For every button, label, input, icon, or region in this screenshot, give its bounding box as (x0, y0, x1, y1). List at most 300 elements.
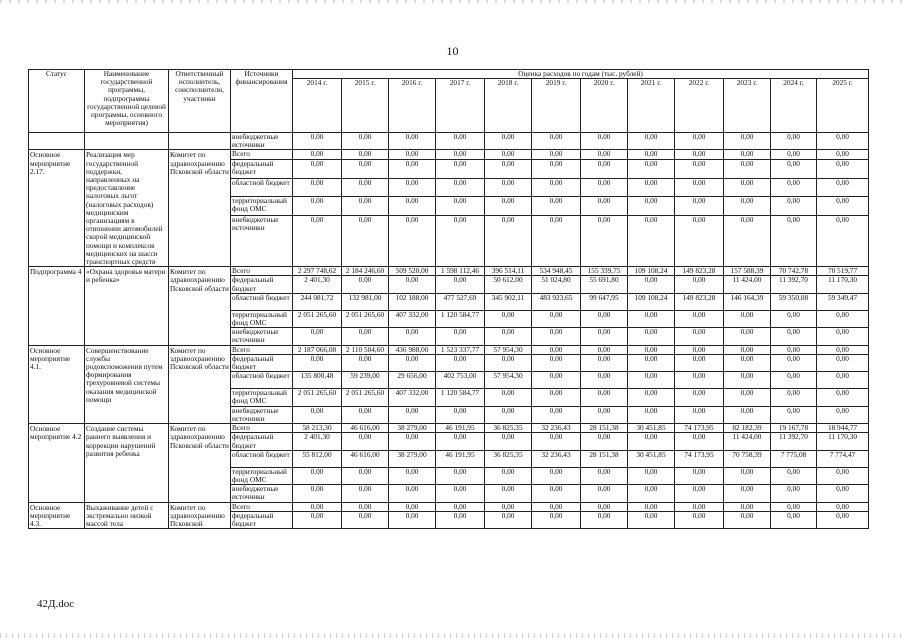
value-cell: 1 120 584,77 (436, 310, 485, 327)
value-cell: 0,00 (771, 485, 817, 502)
header-year: 2016 г. (389, 79, 436, 133)
value-cell: 0,00 (532, 511, 581, 528)
value-cell: 0,00 (485, 197, 532, 216)
value-cell: 11 424,00 (724, 276, 771, 293)
value-cell: 0,00 (628, 150, 675, 160)
value-cell: 0,00 (436, 215, 485, 266)
value-cell: 0,00 (532, 133, 581, 150)
value-cell: 0,00 (532, 215, 581, 266)
value-cell: 2 051 265,60 (342, 389, 389, 406)
status-cell: Подпрограмма 4 (29, 267, 85, 345)
value-cell: 436 988,00 (389, 345, 436, 354)
header-executor: Ответственный исполнитель, соисполнители, участники (169, 70, 231, 133)
value-cell: 30 451,85 (628, 424, 675, 433)
value-cell: 0,00 (389, 160, 436, 179)
value-cell: 0,00 (817, 389, 869, 406)
value-cell: 0,00 (532, 197, 581, 216)
value-cell: 70 519,77 (817, 267, 869, 276)
value-cell: 0,00 (724, 467, 771, 484)
value-cell: 0,00 (436, 406, 485, 423)
source-cell: внебюджетные источники (231, 485, 293, 502)
value-cell: 11 424,00 (724, 433, 771, 450)
value-cell: 74 173,95 (675, 424, 724, 433)
source-cell: внебюджетные источники (231, 215, 293, 266)
value-cell: 38 279,00 (389, 424, 436, 433)
value-cell: 0,00 (389, 433, 436, 450)
value-cell: 0,00 (485, 433, 532, 450)
value-cell: 32 236,43 (532, 450, 581, 467)
value-cell: 0,00 (675, 433, 724, 450)
value-cell: 2 110 504,60 (342, 345, 389, 354)
value-cell: 0,00 (342, 150, 389, 160)
source-cell: территориальный фонд ОМС (231, 467, 293, 484)
value-cell: 0,00 (581, 389, 628, 406)
value-cell: 0,00 (485, 485, 532, 502)
value-cell: 0,00 (532, 467, 581, 484)
value-cell: 0,00 (628, 354, 675, 371)
source-cell: областной бюджет (231, 372, 293, 389)
value-cell: 149 823,28 (675, 267, 724, 276)
name-cell: Создание системы раннего выявления и коррекции нарушений развития ребенка (85, 424, 169, 502)
value-cell: 0,00 (675, 502, 724, 511)
value-cell: 0,00 (771, 178, 817, 196)
value-cell: 0,00 (628, 328, 675, 345)
value-cell: 0,00 (342, 467, 389, 484)
value-cell: 0,00 (771, 354, 817, 371)
value-cell: 0,00 (817, 502, 869, 511)
value-cell: 0,00 (293, 502, 342, 511)
source-cell: территориальный фонд ОМС (231, 197, 293, 216)
value-cell: 0,00 (771, 328, 817, 345)
value-cell: 0,00 (532, 406, 581, 423)
value-cell: 0,00 (724, 354, 771, 371)
executor-cell: Комитет по здравоохранению Псковской области (169, 267, 231, 345)
value-cell: 0,00 (724, 133, 771, 150)
value-cell: 0,00 (581, 328, 628, 345)
table-row (29, 267, 869, 276)
name-cell: Реализация мер государственной поддержки, направленных на предоставление налоговых льгот (налоговых расходов) медицинским организациям в отношении автомобилей скорой медицинской помощи и комплексов медицинских на шасси транспортных средств (85, 150, 169, 267)
value-cell: 483 923,65 (532, 293, 581, 310)
value-cell: 0,00 (389, 178, 436, 196)
value-cell: 0,00 (817, 160, 869, 179)
value-cell: 36 825,35 (485, 424, 532, 433)
value-cell: 0,00 (581, 502, 628, 511)
value-cell: 1 120 584,77 (436, 389, 485, 406)
value-cell: 0,00 (675, 133, 724, 150)
value-cell: 0,00 (485, 502, 532, 511)
value-cell: 0,00 (817, 197, 869, 216)
value-cell: 0,00 (436, 485, 485, 502)
value-cell: 0,00 (532, 433, 581, 450)
value-cell: 50 612,00 (485, 276, 532, 293)
value-cell: 0,00 (628, 433, 675, 450)
value-cell: 0,00 (581, 345, 628, 354)
value-cell: 0,00 (436, 354, 485, 371)
executor-cell: Комитет по здравоохранению Псковской области (169, 150, 231, 267)
value-cell: 0,00 (628, 485, 675, 502)
value-cell: 0,00 (342, 276, 389, 293)
header-year: 2023 г. (724, 79, 771, 133)
value-cell: 57 954,30 (485, 372, 532, 389)
value-cell: 29 656,00 (389, 372, 436, 389)
value-cell: 0,00 (675, 406, 724, 423)
value-cell: 0,00 (485, 160, 532, 179)
page-number: 10 (446, 44, 459, 58)
value-cell: 0,00 (771, 197, 817, 216)
source-cell: Всего (231, 345, 293, 354)
value-cell: 11 170,30 (817, 433, 869, 450)
value-cell: 0,00 (485, 511, 532, 528)
value-cell: 146 164,39 (724, 293, 771, 310)
value-cell: 1 523 337,77 (436, 345, 485, 354)
value-cell: 2 187 066,08 (293, 345, 342, 354)
header-year: 2019 г. (532, 79, 581, 133)
value-cell: 0,00 (628, 467, 675, 484)
value-cell: 2 184 246,60 (342, 267, 389, 276)
value-cell: 70 758,39 (724, 450, 771, 467)
value-cell: 157 588,39 (724, 267, 771, 276)
value-cell: 155 339,75 (581, 267, 628, 276)
value-cell: 59 239,00 (342, 372, 389, 389)
value-cell: 0,00 (389, 485, 436, 502)
value-cell: 0,00 (293, 511, 342, 528)
value-cell: 396 514,11 (485, 267, 532, 276)
header-year: 2018 г. (485, 79, 532, 133)
value-cell: 0,00 (436, 197, 485, 216)
value-cell: 0,00 (724, 485, 771, 502)
value-cell: 0,00 (581, 160, 628, 179)
value-cell: 2 051 265,60 (293, 310, 342, 327)
value-cell: 0,00 (293, 178, 342, 196)
value-cell: 0,00 (771, 511, 817, 528)
value-cell: 0,00 (389, 215, 436, 266)
name-cell: Выхаживание детей с экстремально низкой массой тела (85, 502, 169, 529)
value-cell: 0,00 (532, 502, 581, 511)
value-cell: 0,00 (724, 328, 771, 345)
value-cell: 0,00 (724, 345, 771, 354)
value-cell: 0,00 (675, 345, 724, 354)
table-row (29, 345, 869, 354)
value-cell: 0,00 (436, 433, 485, 450)
source-cell: федеральный бюджет (231, 354, 293, 371)
value-cell: 0,00 (817, 150, 869, 160)
table-row (29, 133, 869, 150)
value-cell: 0,00 (581, 178, 628, 196)
value-cell: 82 182,39 (724, 424, 771, 433)
scan-artifact-top (0, 0, 905, 3)
value-cell: 0,00 (817, 467, 869, 484)
value-cell: 0,00 (532, 160, 581, 179)
value-cell: 0,00 (724, 160, 771, 179)
value-cell: 32 236,43 (532, 424, 581, 433)
value-cell: 0,00 (293, 467, 342, 484)
value-cell: 0,00 (293, 150, 342, 160)
value-cell: 0,00 (342, 328, 389, 345)
value-cell: 407 332,00 (389, 310, 436, 327)
value-cell: 509 520,00 (389, 267, 436, 276)
value-cell: 0,00 (532, 328, 581, 345)
value-cell: 0,00 (389, 467, 436, 484)
value-cell: 0,00 (817, 310, 869, 327)
value-cell: 0,00 (389, 197, 436, 216)
value-cell: 0,00 (675, 276, 724, 293)
header-name: Наименование государственной программы, подпрограммы государственной целевой программы, основного мероприятия) (85, 70, 169, 133)
value-cell: 36 825,35 (485, 450, 532, 467)
value-cell: 18 944,77 (817, 424, 869, 433)
header-year: 2017 г. (436, 79, 485, 133)
value-cell: 149 823,28 (675, 293, 724, 310)
source-cell: Всего (231, 424, 293, 433)
header-sources: Источники финансирования (231, 70, 293, 133)
value-cell: 0,00 (293, 160, 342, 179)
value-cell: 0,00 (675, 328, 724, 345)
value-cell: 0,00 (293, 406, 342, 423)
header-estimate: Оценка расходов по годам (тыс. рублей) (293, 70, 869, 79)
value-cell: 0,00 (817, 215, 869, 266)
value-cell: 0,00 (485, 406, 532, 423)
value-cell: 0,00 (389, 511, 436, 528)
value-cell: 0,00 (485, 150, 532, 160)
value-cell: 0,00 (771, 406, 817, 423)
value-cell: 46 616,00 (342, 424, 389, 433)
value-cell: 0,00 (436, 276, 485, 293)
value-cell: 0,00 (628, 178, 675, 196)
value-cell: 0,00 (485, 328, 532, 345)
header-status: Статус (29, 70, 85, 133)
value-cell: 0,00 (485, 467, 532, 484)
value-cell: 0,00 (532, 485, 581, 502)
source-cell: внебюджетные источники (231, 328, 293, 345)
value-cell: 0,00 (581, 310, 628, 327)
value-cell: 0,00 (628, 372, 675, 389)
source-cell: Всего (231, 502, 293, 511)
value-cell: 0,00 (581, 150, 628, 160)
value-cell: 0,00 (771, 215, 817, 266)
value-cell: 0,00 (342, 354, 389, 371)
value-cell: 0,00 (675, 215, 724, 266)
empty-cell (85, 133, 169, 150)
header-year: 2020 г. (581, 79, 628, 133)
value-cell: 0,00 (436, 150, 485, 160)
value-cell: 0,00 (485, 133, 532, 150)
value-cell: 0,00 (817, 485, 869, 502)
value-cell: 0,00 (293, 328, 342, 345)
value-cell: 30 451,85 (628, 450, 675, 467)
value-cell: 0,00 (436, 133, 485, 150)
table-row (29, 424, 869, 433)
table-row (29, 150, 869, 160)
value-cell: 0,00 (389, 133, 436, 150)
header-year: 2022 г. (675, 79, 724, 133)
value-cell: 0,00 (532, 389, 581, 406)
value-cell: 2 401,30 (293, 433, 342, 450)
value-cell: 0,00 (581, 485, 628, 502)
value-cell: 0,00 (436, 178, 485, 196)
value-cell: 0,00 (436, 160, 485, 179)
value-cell: 99 647,95 (581, 293, 628, 310)
value-cell: 57 954,30 (485, 345, 532, 354)
status-cell: Основное мероприятие 4.1. (29, 345, 85, 423)
value-cell: 55 691,80 (581, 276, 628, 293)
source-cell: федеральный бюджет (231, 511, 293, 528)
value-cell: 0,00 (628, 197, 675, 216)
value-cell: 7 774,47 (817, 450, 869, 467)
value-cell: 0,00 (342, 215, 389, 266)
value-cell: 0,00 (628, 310, 675, 327)
value-cell: 38 279,00 (389, 450, 436, 467)
value-cell: 46 616,00 (342, 450, 389, 467)
value-cell: 0,00 (675, 354, 724, 371)
value-cell: 0,00 (389, 406, 436, 423)
expenses-table (28, 69, 869, 529)
value-cell: 132 981,00 (342, 293, 389, 310)
value-cell: 0,00 (724, 372, 771, 389)
value-cell: 0,00 (342, 197, 389, 216)
executor-cell: Комитет по здравоохранению Псковской (169, 502, 231, 529)
source-cell: территориальный фонд ОМС (231, 389, 293, 406)
value-cell: 0,00 (293, 197, 342, 216)
value-cell: 0,00 (342, 406, 389, 423)
value-cell: 0,00 (342, 178, 389, 196)
source-cell: внебюджетные источники (231, 406, 293, 423)
value-cell: 11 392,70 (771, 276, 817, 293)
value-cell: 0,00 (628, 160, 675, 179)
value-cell: 0,00 (817, 345, 869, 354)
value-cell: 0,00 (817, 328, 869, 345)
value-cell: 0,00 (771, 133, 817, 150)
scan-artifact-bottom (0, 633, 905, 638)
value-cell: 0,00 (342, 160, 389, 179)
value-cell: 0,00 (817, 511, 869, 528)
value-cell: 0,00 (724, 502, 771, 511)
value-cell: 0,00 (342, 485, 389, 502)
value-cell: 0,00 (532, 354, 581, 371)
value-cell: 407 332,00 (389, 389, 436, 406)
value-cell: 0,00 (628, 345, 675, 354)
value-cell: 0,00 (436, 328, 485, 345)
value-cell: 0,00 (724, 197, 771, 216)
source-cell: областной бюджет (231, 293, 293, 310)
source-cell: Всего (231, 150, 293, 160)
value-cell: 0,00 (675, 511, 724, 528)
source-cell: областной бюджет (231, 450, 293, 467)
value-cell: 0,00 (581, 511, 628, 528)
value-cell: 0,00 (675, 372, 724, 389)
value-cell: 58 213,30 (293, 424, 342, 433)
value-cell: 0,00 (532, 178, 581, 196)
value-cell: 0,00 (771, 345, 817, 354)
source-cell: областной бюджет (231, 178, 293, 196)
value-cell: 0,00 (628, 276, 675, 293)
value-cell: 0,00 (581, 406, 628, 423)
value-cell: 0,00 (342, 433, 389, 450)
value-cell: 0,00 (724, 511, 771, 528)
value-cell: 0,00 (724, 389, 771, 406)
value-cell: 46 191,95 (436, 450, 485, 467)
value-cell: 0,00 (389, 354, 436, 371)
value-cell: 0,00 (628, 406, 675, 423)
value-cell: 0,00 (817, 406, 869, 423)
value-cell: 0,00 (724, 310, 771, 327)
status-cell: Основное мероприятие 2.17. (29, 150, 85, 267)
value-cell: 2 401,30 (293, 276, 342, 293)
empty-cell (169, 133, 231, 150)
value-cell: 7 775,08 (771, 450, 817, 467)
value-cell: 11 392,70 (771, 433, 817, 450)
value-cell: 0,00 (771, 389, 817, 406)
value-cell: 0,00 (817, 133, 869, 150)
value-cell: 11 170,30 (817, 276, 869, 293)
value-cell: 2 051 265,60 (342, 310, 389, 327)
table-row (29, 502, 869, 511)
header-year: 2025 г. (817, 79, 869, 133)
value-cell: 109 108,24 (628, 267, 675, 276)
value-cell: 0,00 (581, 215, 628, 266)
value-cell: 0,00 (817, 354, 869, 371)
value-cell: 0,00 (293, 354, 342, 371)
value-cell: 0,00 (485, 354, 532, 371)
value-cell: 0,00 (342, 133, 389, 150)
value-cell: 0,00 (771, 160, 817, 179)
value-cell: 0,00 (389, 328, 436, 345)
value-cell: 2 051 265,60 (293, 389, 342, 406)
value-cell: 74 173,95 (675, 450, 724, 467)
value-cell: 0,00 (675, 310, 724, 327)
value-cell: 0,00 (771, 310, 817, 327)
value-cell: 402 753,00 (436, 372, 485, 389)
value-cell: 109 108,24 (628, 293, 675, 310)
value-cell: 477 527,69 (436, 293, 485, 310)
header-year: 2024 г. (771, 79, 817, 133)
value-cell: 0,00 (389, 502, 436, 511)
value-cell: 0,00 (724, 150, 771, 160)
value-cell: 0,00 (532, 372, 581, 389)
value-cell: 0,00 (436, 502, 485, 511)
value-cell: 55 812,00 (293, 450, 342, 467)
value-cell: 0,00 (342, 511, 389, 528)
name-cell: Совершенствование службы родовспоможения путем формирования трехуровневой системы оказания медицинской помощи (85, 345, 169, 423)
value-cell: 0,00 (628, 511, 675, 528)
value-cell: 0,00 (293, 215, 342, 266)
value-cell: 0,00 (485, 310, 532, 327)
value-cell: 0,00 (389, 276, 436, 293)
value-cell: 0,00 (628, 389, 675, 406)
value-cell: 0,00 (581, 467, 628, 484)
value-cell: 0,00 (675, 389, 724, 406)
value-cell: 345 902,11 (485, 293, 532, 310)
footer-filename: 42Д.doc (37, 598, 75, 610)
header-year: 2021 г. (628, 79, 675, 133)
value-cell: 0,00 (436, 511, 485, 528)
value-cell: 0,00 (675, 467, 724, 484)
source-cell: Всего (231, 267, 293, 276)
value-cell: 0,00 (581, 354, 628, 371)
executor-cell: Комитет по здравоохранению Псковской области (169, 345, 231, 423)
value-cell: 0,00 (532, 150, 581, 160)
value-cell: 244 081,72 (293, 293, 342, 310)
source-cell: федеральный бюджет (231, 433, 293, 450)
value-cell: 0,00 (293, 133, 342, 150)
value-cell: 0,00 (389, 150, 436, 160)
name-cell: «Охрана здоровья матери и ребенка» (85, 267, 169, 345)
value-cell: 46 191,95 (436, 424, 485, 433)
value-cell: 19 167,78 (771, 424, 817, 433)
value-cell: 0,00 (675, 197, 724, 216)
value-cell: 0,00 (724, 406, 771, 423)
value-cell: 0,00 (581, 197, 628, 216)
table-body (29, 133, 869, 529)
value-cell: 0,00 (581, 433, 628, 450)
